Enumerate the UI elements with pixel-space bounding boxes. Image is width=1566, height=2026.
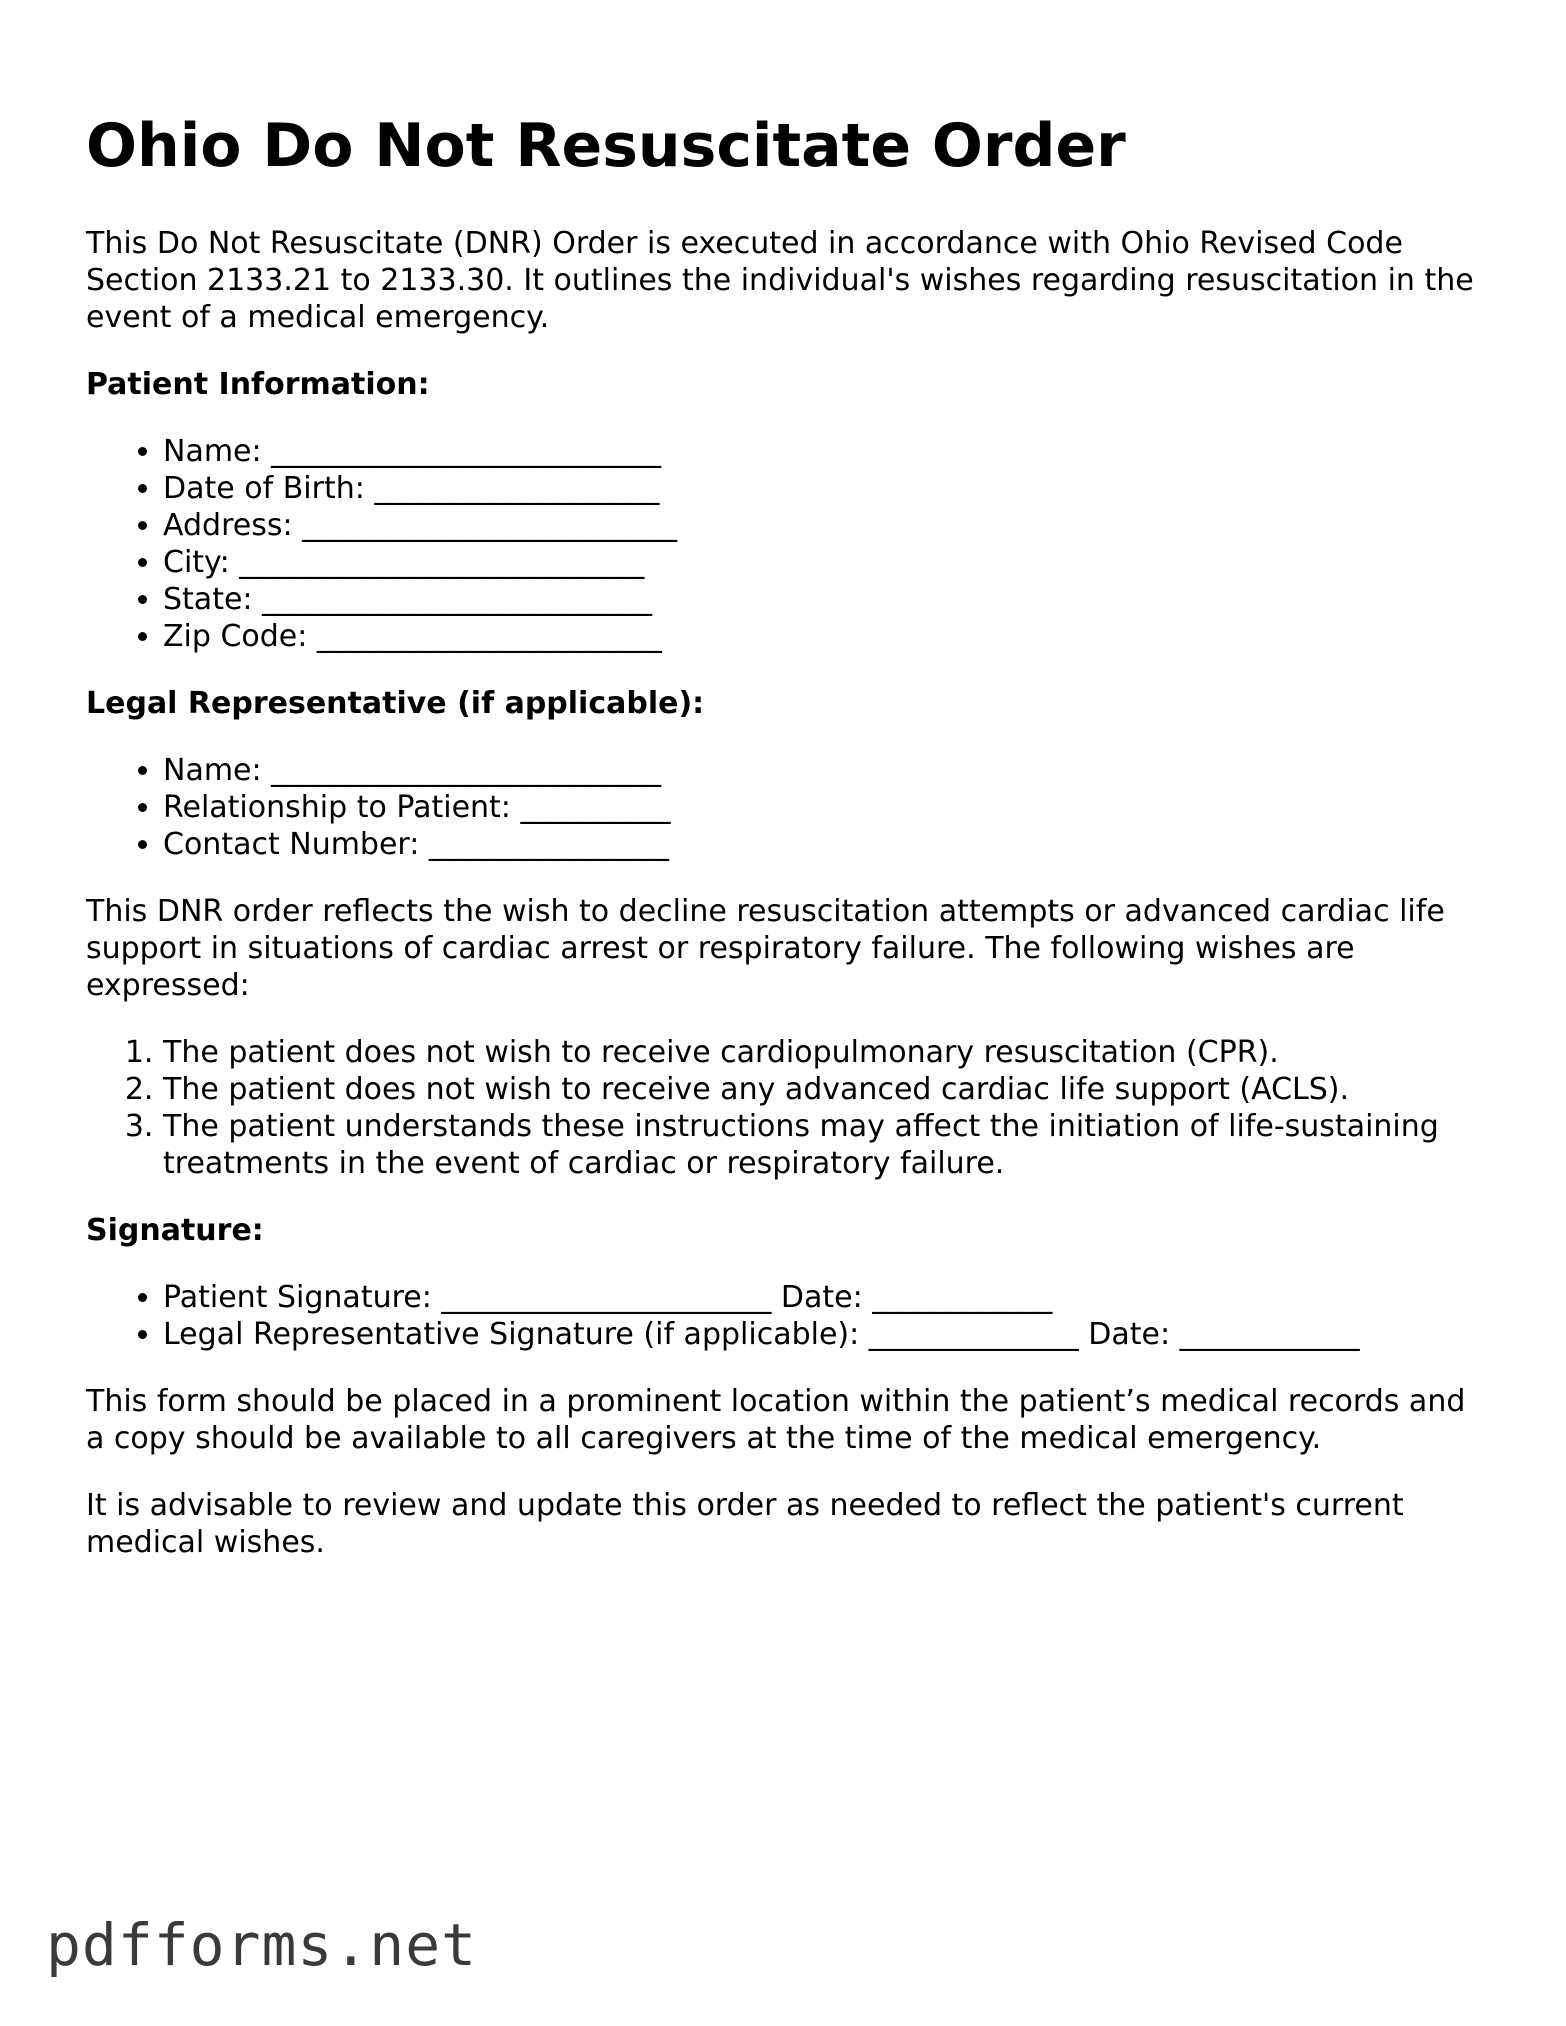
- legal-rep-list: [86, 752, 1486, 863]
- document-body: [86, 225, 1486, 1591]
- wish-item: 2. The patient does not wish to receive any advanced cardiac life support (ACLS).: [163, 1071, 1486, 1108]
- review-note: It is advisable to review and update this order as needed to reflect the patient's current medical wishes.: [86, 1488, 1404, 1560]
- patient-state-field: • State: __________________________: [163, 581, 1486, 618]
- legal-rep-heading: Legal Representative (if applicable):: [86, 686, 705, 721]
- patient-dob-field: • Date of Birth: ___________________: [163, 470, 1486, 507]
- document-title: Ohio Do Not Resuscitate Order: [86, 111, 1126, 181]
- patient-info-list: [86, 433, 1486, 655]
- wish-item: 3. The patient understands these instructions may affect the initiation of life-sustaining treatments in the event of cardiac or respiratory failure.: [163, 1108, 1486, 1182]
- wish-item: 1. The patient does not wish to receive cardiopulmonary resuscitation (CPR).: [163, 1034, 1486, 1071]
- statement-paragraph: This DNR order reflects the wish to decline resuscitation attempts or advanced cardiac life support in situations of cardiac arrest or respiratory failure. The following wishes are expressed:: [86, 894, 1445, 1003]
- placement-note: This form should be placed in a prominent location within the patient’s medical records and a copy should be available to all caregivers at the time of the medical emergency.: [86, 1384, 1466, 1456]
- patient-city-field: • City: ___________________________: [163, 544, 1486, 581]
- patient-address-field: • Address: _________________________: [163, 507, 1486, 544]
- patient-name-field: • Name: __________________________: [163, 433, 1486, 470]
- patient-signature-field: • Patient Signature: ______________________ Date: ____________: [163, 1279, 1486, 1316]
- legal-rep-signature-field: • Legal Representative Signature (if applicable): ______________ Date: ____________: [163, 1316, 1486, 1353]
- intro-paragraph: This Do Not Resuscitate (DNR) Order is executed in accordance with Ohio Revised Code Section 2133.21 to 2133.30. It outlines the individual's wishes regarding resuscitation in the event of a medical emergency.: [86, 226, 1474, 335]
- watermark-logo: pdfforms.net: [46, 1911, 478, 1979]
- patient-info-heading: Patient Information:: [86, 367, 430, 402]
- wishes-list: [86, 1034, 1486, 1182]
- legal-rep-name-field: • Name: __________________________: [163, 752, 1486, 789]
- signature-list: [86, 1279, 1486, 1353]
- signature-heading: Signature:: [86, 1213, 264, 1248]
- legal-rep-relationship-field: • Relationship to Patient: __________: [163, 789, 1486, 826]
- patient-zip-field: • Zip Code: _______________________: [163, 618, 1486, 655]
- legal-rep-contact-field: • Contact Number: ________________: [163, 826, 1486, 863]
